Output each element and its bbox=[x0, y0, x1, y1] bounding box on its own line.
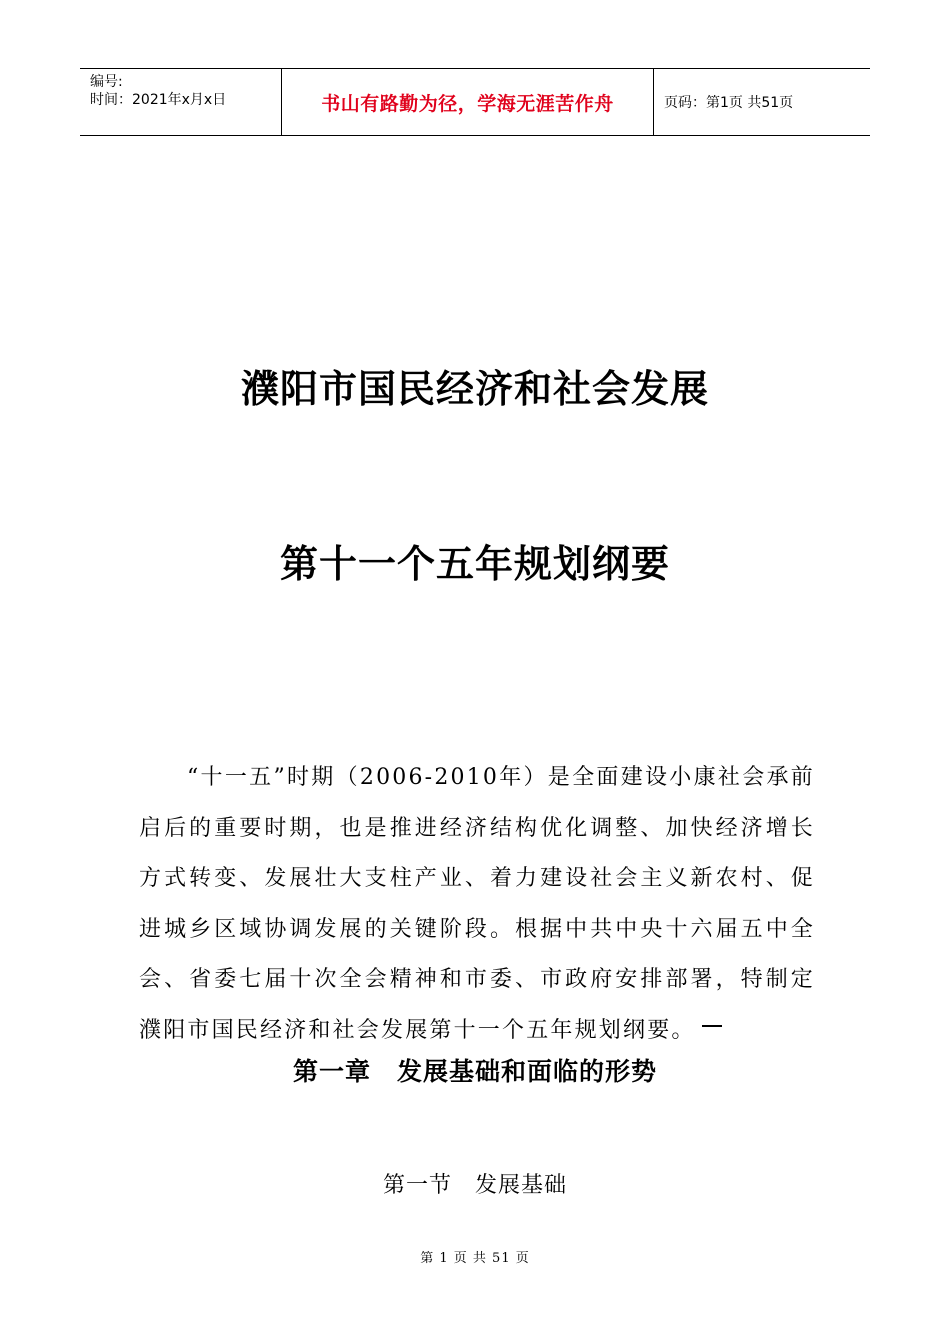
chapter-heading: 第一章 发展基础和面临的形势 bbox=[292, 1057, 657, 1086]
document-time-label: 时间：2021年x月x日 bbox=[90, 92, 227, 108]
header-meta bbox=[80, 69, 282, 135]
page-header bbox=[80, 68, 870, 136]
intro-paragraph bbox=[139, 753, 815, 1056]
header-motto: 书山有路勤为径，学海无涯苦作舟 bbox=[282, 69, 654, 135]
annotation-mark bbox=[702, 1025, 722, 1037]
document-title-line2: 第十一个五年规划纲要 bbox=[279, 542, 670, 586]
document-number-label: 编号: bbox=[90, 74, 123, 90]
document-title-line1: 濮阳市国民经济和社会发展 bbox=[240, 367, 709, 411]
intro-paragraph-text: “十一五”时期（2006-2010年）是全面建设小康社会承前启后的重要时期，也是推进经济结构优化调整、加快经济增长方式转变、发展壮大支柱产业、着力建设社会主义新农村、促进城乡区域协调发展的关键阶段。根据中共中央十六届五中全会、省委七届十次全会精神和市委、市政府安排部署，特制定濮阳市国民经济和社会发展第十一个五年规划纲要。 bbox=[139, 765, 815, 1043]
page-footer: 第 1 页 共 51 页 bbox=[420, 1251, 530, 1266]
header-page-info: 页码：第1页 共51页 bbox=[664, 95, 794, 111]
section-heading: 第一节 发展基础 bbox=[382, 1173, 567, 1198]
